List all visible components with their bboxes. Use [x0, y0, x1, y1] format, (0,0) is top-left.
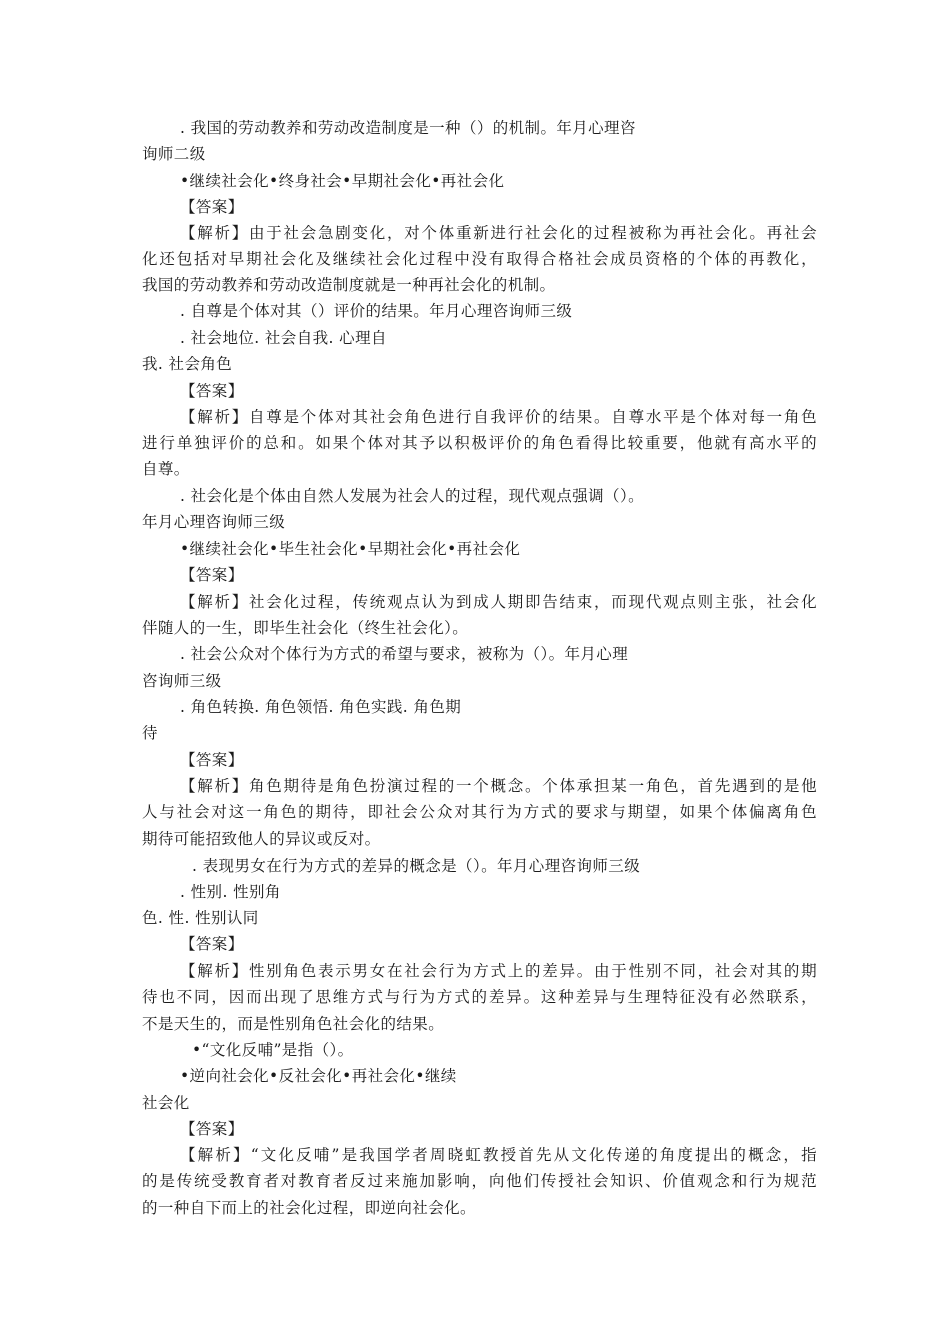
question-3-text: . 社会化是个体由自然人发展为社会人的过程，现代观点强调（）。: [180, 487, 645, 505]
question-5-text: . 表现男女在行为方式的差异的概念是（）。年月心理咨询师三级: [192, 857, 641, 875]
question-6-explanation-line-3: 的一种自下而上的社会化过程，即逆向社会化。: [142, 1199, 476, 1217]
question-5-options: . 性别. 性别角: [180, 883, 281, 901]
question-6-options-cont: 社会化: [142, 1094, 190, 1112]
question-3-text-cont: 年月心理咨询师三级: [142, 513, 286, 531]
question-1-explanation-line-2: 化还包括对早期社会化及继续社会化过程中没有取得合格社会成员资格的个体的再教化，: [142, 250, 817, 268]
question-5-explanation-line-3: 不是天生的，而是性别角色社会化的结果。: [142, 1015, 445, 1033]
question-3-explanation-line-1: 【解析】社会化过程，传统观点认为到成人期即告结束，而现代观点则主张，社会化: [180, 593, 817, 611]
question-2-explanation-line-1: 【解析】自尊是个体对其社会角色进行自我评价的结果。自尊水平是个体对每一角色: [180, 408, 817, 426]
question-3-options: •继续社会化•毕生社会化•早期社会化•再社会化: [180, 540, 521, 558]
question-2-answer-label: 【答案】: [180, 382, 244, 400]
question-5-options-cont: 色. 性. 性别认同: [142, 909, 259, 927]
question-1-options: •继续社会化•终身社会•早期社会化•再社会化: [180, 172, 505, 190]
question-6-explanation-line-1: 【解析】“文化反哺”是我国学者周晓虹教授首先从文化传递的角度提出的概念，指: [180, 1146, 817, 1164]
question-3-explanation-line-2: 伴随人的一生，即毕生社会化（终生社会化）。: [142, 619, 469, 637]
question-4-options: . 角色转换. 角色领悟. 角色实践. 角色期: [180, 698, 462, 716]
question-4-options-cont: 待: [142, 724, 158, 742]
question-6-answer-label: 【答案】: [180, 1120, 244, 1138]
question-5-explanation-line-2: 待也不同，因而出现了思维方式与行为方式的差异。这种差异与生理特征没有必然联系，: [142, 988, 817, 1006]
question-2-explanation-line-3: 自尊。: [142, 460, 190, 478]
question-5-explanation-line-1: 【解析】性别角色表示男女在社会行为方式上的差异。由于性别不同，社会对其的期: [180, 962, 817, 980]
question-4-text: . 社会公众对个体行为方式的希望与要求，被称为（）。年月心理: [180, 645, 629, 663]
question-4-explanation-line-2: 人与社会对这一角色的期待，即社会公众对其行为方式的要求与期望，如果个体偏离角色: [142, 803, 817, 821]
question-4-explanation-line-3: 期待可能招致他人的异议或反对。: [142, 830, 381, 848]
question-6-explanation-line-2: 的是传统受教育者对教育者反过来施加影响，向他们传授社会知识、价值观念和行为规范: [142, 1172, 817, 1190]
question-1-answer-label: 【答案】: [180, 198, 244, 216]
question-1-explanation-line-1: 【解析】由于社会急剧变化，对个体重新进行社会化的过程被称为再社会化。再社会: [180, 224, 817, 242]
question-5-answer-label: 【答案】: [180, 935, 244, 953]
question-4-text-cont: 咨询师三级: [142, 672, 222, 690]
question-6-options: •逆向社会化•反社会化•再社会化•继续: [180, 1067, 457, 1085]
question-4-answer-label: 【答案】: [180, 751, 244, 769]
question-1-explanation-line-3: 我国的劳动教养和劳动改造制度就是一种再社会化的机制。: [142, 276, 556, 294]
question-2-options-cont: 我. 社会角色: [142, 355, 233, 373]
question-1-text-cont: 询师二级: [142, 145, 206, 163]
question-1-text: . 我国的劳动教养和劳动改造制度是一种（）的机制。年月心理咨: [180, 119, 636, 137]
question-2-options: . 社会地位. 社会自我. 心理自: [180, 329, 387, 347]
question-2-explanation-line-2: 进行单独评价的总和。如果个体对其予以积极评价的角色看得比较重要，他就有高水平的: [142, 434, 817, 452]
question-3-answer-label: 【答案】: [180, 566, 244, 584]
question-4-explanation-line-1: 【解析】角色期待是角色扮演过程的一个概念。个体承担某一角色，首先遇到的是他: [180, 777, 817, 795]
question-6-text: •“文化反哺”是指（）。: [192, 1041, 354, 1059]
question-2-text: . 自尊是个体对其（）评价的结果。年月心理咨询师三级: [180, 302, 573, 320]
